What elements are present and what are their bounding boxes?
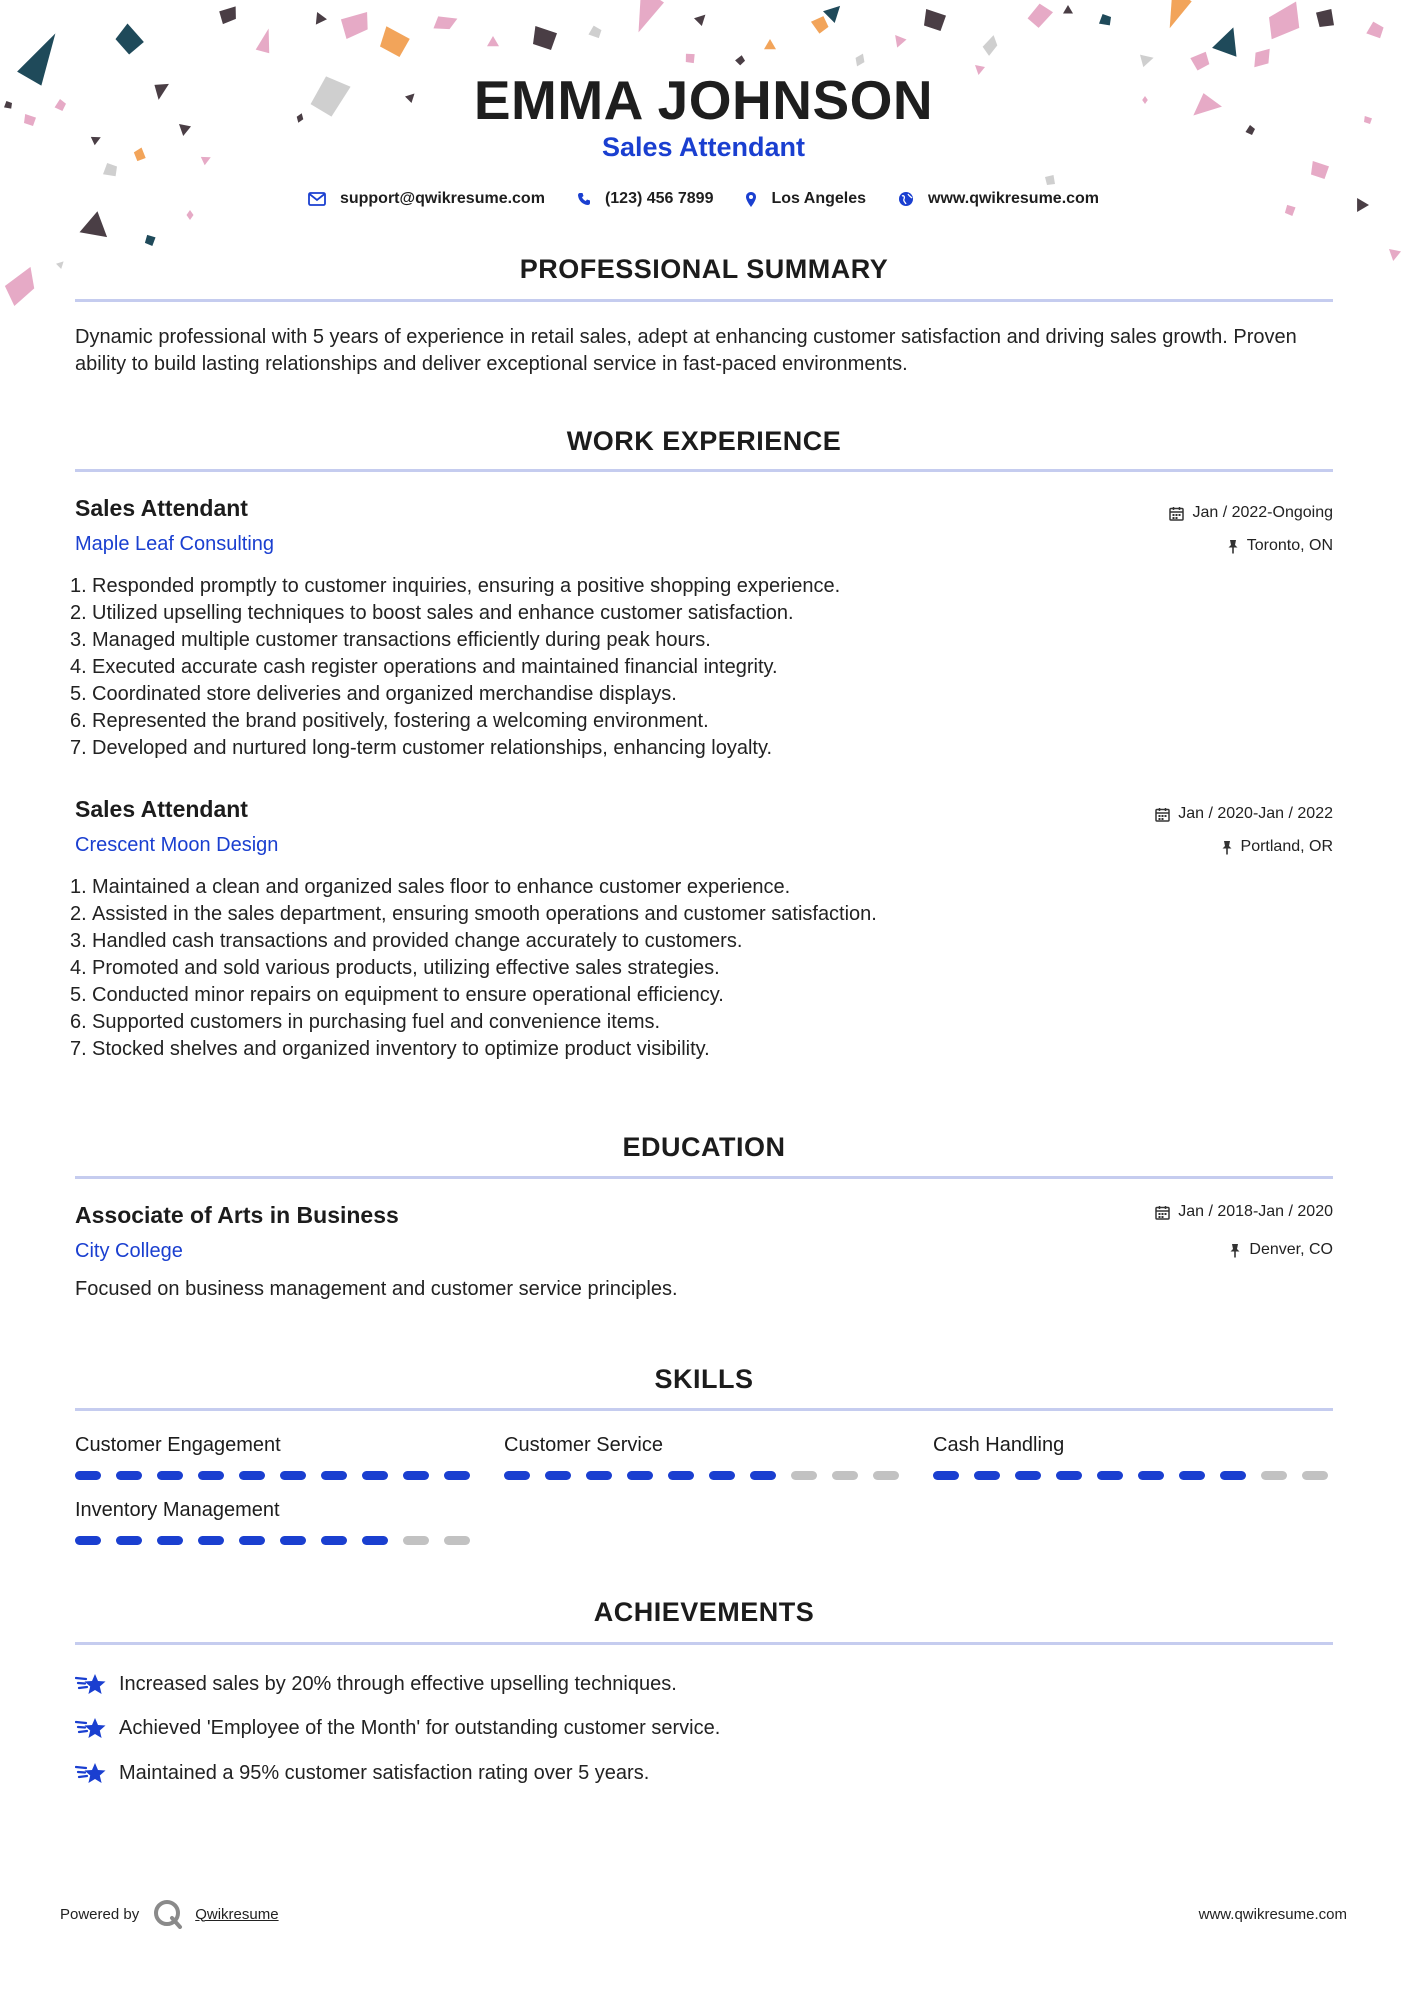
list-item: 7. Developed and nurtured long-term customer relationships, enhancing loyalty. (70, 737, 773, 759)
shooting-star-icon (75, 1759, 107, 1787)
confetti-shard (215, 1, 242, 28)
calendar-icon (1169, 506, 1184, 521)
job-responsibilities (70, 573, 1270, 762)
skill-level-segment (1015, 1471, 1041, 1480)
education-description: Focused on business management and customer service principles. (75, 1278, 678, 1300)
skill-level-segment (157, 1536, 183, 1545)
contact-email[interactable] (308, 190, 545, 208)
list-item: 2. Utilized upselling techniques to boost sales and enhance customer satisfaction. (70, 602, 794, 624)
confetti-shard (187, 210, 194, 220)
education-location-text: Denver, CO (1249, 1241, 1333, 1258)
job-title: Sales Attendant (75, 495, 248, 521)
education-heading: EDUCATION (622, 1132, 786, 1162)
education-school: City College (75, 1240, 183, 1262)
confetti-shard (1261, 0, 1310, 45)
skill-level-segment (198, 1536, 224, 1545)
skill-name: Customer Service (504, 1434, 663, 1456)
achievement-item (75, 1759, 649, 1787)
confetti-shard (533, 26, 557, 50)
skill-level-segment (239, 1536, 265, 1545)
contact-location (745, 190, 866, 208)
education-dates (1155, 1203, 1333, 1221)
skill-level-segment (832, 1471, 858, 1480)
contact-website-text: www.qwikresume.com (928, 190, 1100, 207)
skill-level-segment (1138, 1471, 1164, 1480)
confetti-shard (980, 33, 1000, 57)
list-item: 6. Supported customers in purchasing fuel and convenience items. (70, 1011, 661, 1033)
skill-level-segment (321, 1471, 347, 1480)
skill-level-segment (974, 1471, 1000, 1480)
confetti-shard (1389, 249, 1401, 261)
list-item: 5. Conducted minor repairs on equipment to ensure operational efficiency. (70, 984, 724, 1006)
confetti-shard (1316, 9, 1334, 27)
shooting-star-icon (75, 1670, 107, 1698)
confetti-shard (1212, 23, 1246, 57)
skill-level-segment (791, 1471, 817, 1480)
summary-text: Dynamic professional with 5 years of experience in retail sales, adept at enhancing customer satisfaction and driving sales growth. Proven ability to build lasting relationships and deliver exceptional service in fast-paced environments. (75, 326, 1297, 375)
candidate-name: EMMA JOHNSON (473, 69, 934, 131)
footer-powered-by (60, 1897, 279, 1931)
achievement-text: Maintained a 95% customer satisfaction rating over 5 years. (119, 1761, 650, 1784)
job-dates (1169, 504, 1333, 522)
list-item: 2. Assisted in the sales department, ensuring smooth operations and customer satisfaction. (70, 903, 877, 925)
powered-by-label: Powered by (60, 1905, 140, 1923)
confetti-shard (112, 22, 148, 58)
list-item: 5. Coordinated store deliveries and organized merchandise displays. (70, 683, 677, 705)
achievement-text: Increased sales by 20% through effective upselling techniques. (119, 1672, 677, 1695)
skill-level-segment (403, 1471, 429, 1480)
confetti-shard (1025, 1, 1054, 30)
calendar-icon (1155, 1205, 1170, 1220)
confetti-shard (764, 39, 776, 49)
confetti-shard (893, 35, 907, 49)
envelope-icon (308, 192, 326, 206)
job-location-text: Portland, OR (1240, 838, 1333, 855)
skill-level-segment (586, 1471, 612, 1480)
list-item: 3. Managed multiple customer transactions efficiently during peak hours. (70, 629, 711, 651)
confetti-shard (694, 15, 705, 26)
skill-level-segment (444, 1471, 470, 1480)
job-location (1221, 838, 1333, 856)
skill-level-segment (668, 1471, 694, 1480)
skill-level-segment (933, 1471, 959, 1480)
achievements-heading: ACHIEVEMENTS (593, 1597, 815, 1627)
skill-name: Customer Engagement (75, 1434, 281, 1456)
list-item: 1. Responded promptly to customer inquiries, ensuring a positive shopping experience. (70, 575, 841, 597)
confetti-shard (56, 261, 64, 269)
job-location (1227, 537, 1333, 555)
confetti-shard (588, 25, 602, 38)
job-dates (1155, 805, 1333, 823)
skill-level-segment (362, 1536, 388, 1545)
list-item: 6. Represented the brand positively, fostering a welcoming environment. (70, 710, 709, 732)
confetti-shard (379, 26, 411, 58)
list-item: 3. Handled cash transactions and provided change accurately to customers. (70, 930, 743, 952)
confetti-shard (809, 13, 831, 35)
confetti-shard (684, 52, 696, 64)
skill-level-segment (280, 1536, 306, 1545)
skill-level-segment (362, 1471, 388, 1480)
education-degree: Associate of Arts in Business (75, 1202, 399, 1228)
confetti-shard (312, 12, 328, 28)
skill-level-segment (1220, 1471, 1246, 1480)
skill-level-segment (403, 1536, 429, 1545)
skill-level-segment (1179, 1471, 1205, 1480)
footer-url[interactable]: www.qwikresume.com (1198, 1906, 1347, 1923)
confetti-shard (734, 54, 746, 67)
confetti-shard (103, 163, 117, 176)
skill-level-segment (545, 1471, 571, 1480)
confetti-shard (1099, 14, 1111, 25)
confetti-shard (1063, 5, 1073, 14)
job-location-text: Toronto, ON (1246, 537, 1333, 554)
education-dates-text: Jan / 2018-Jan / 2020 (1178, 1203, 1333, 1220)
pushpin-icon (1227, 539, 1239, 554)
contact-location-text: Los Angeles (771, 190, 867, 207)
footer-brand-link[interactable]: Qwikresume (195, 1905, 279, 1923)
experience-heading: WORK EXPERIENCE (566, 426, 842, 456)
job-dates-text: Jan / 2022-Ongoing (1192, 504, 1333, 521)
qwikresume-logo-icon (153, 1899, 183, 1929)
skill-level-segment (873, 1471, 899, 1480)
skill-level-segment (239, 1471, 265, 1480)
skill-level-segment (627, 1471, 653, 1480)
confetti-shard (0, 261, 43, 311)
skills-divider (75, 1408, 1333, 1411)
skill-level-segment (116, 1471, 142, 1480)
skill-level-segment (444, 1536, 470, 1545)
confetti-shard (256, 27, 276, 54)
list-item: 7. Stocked shelves and organized inventory to optimize product visibility. (70, 1038, 710, 1060)
skill-level-segment (157, 1471, 183, 1480)
contact-phone-text: (123) 456 7899 (604, 190, 714, 207)
candidate-title: Sales Attendant (601, 132, 806, 162)
location-pin-icon (745, 191, 757, 208)
skill-level-bar (75, 1471, 470, 1481)
list-item: 1. Maintained a clean and organized sales floor to enhance customer experience. (70, 876, 791, 898)
job-responsibilities (70, 874, 1270, 1063)
pushpin-icon (1221, 840, 1233, 855)
confetti-shard (924, 9, 946, 31)
skill-level-segment (1302, 1471, 1328, 1480)
pushpin-icon (1229, 1243, 1241, 1258)
skill-level-segment (1261, 1471, 1287, 1480)
achievements-divider (75, 1642, 1333, 1645)
skill-level-segment (1056, 1471, 1082, 1480)
skill-level-bar (933, 1471, 1328, 1481)
calendar-icon (1155, 807, 1170, 822)
skill-level-segment (321, 1536, 347, 1545)
confetti-shard (1311, 161, 1329, 179)
skill-level-segment (198, 1471, 224, 1480)
summary-heading: PROFESSIONAL SUMMARY (519, 254, 889, 284)
skill-level-segment (750, 1471, 776, 1480)
confetti-shard (853, 52, 868, 69)
skills-heading: SKILLS (654, 1364, 754, 1394)
skill-level-bar (75, 1536, 470, 1546)
achievement-item (75, 1714, 720, 1742)
confetti-shard (1162, 0, 1193, 32)
skill-level-segment (280, 1471, 306, 1480)
confetti-shard (1135, 51, 1153, 69)
contact-email-text: support@qwikresume.com (339, 190, 545, 207)
job-dates-text: Jan / 2020-Jan / 2022 (1178, 805, 1333, 822)
summary-divider (75, 299, 1333, 302)
confetti-shard (80, 209, 112, 237)
globe-icon (898, 191, 914, 207)
phone-icon (577, 192, 591, 206)
skill-name: Cash Handling (933, 1434, 1065, 1456)
achievement-item (75, 1670, 677, 1698)
education-divider (75, 1176, 1333, 1179)
skill-level-segment (1097, 1471, 1123, 1480)
confetti-shard (487, 36, 499, 46)
confetti-shard (630, 0, 667, 37)
achievement-text: Achieved 'Employee of the Month' for outstanding customer service. (119, 1716, 721, 1739)
skill-level-segment (116, 1536, 142, 1545)
confetti-shard (431, 12, 460, 33)
contact-website[interactable] (898, 190, 1099, 208)
skill-level-bar (504, 1471, 899, 1481)
job-company: Crescent Moon Design (75, 834, 279, 856)
list-item: 4. Promoted and sold various products, utilizing effective sales strategies. (70, 957, 720, 979)
skill-level-segment (75, 1536, 101, 1545)
experience-divider (75, 469, 1333, 472)
contact-phone[interactable] (577, 190, 714, 208)
education-location (1229, 1241, 1333, 1259)
shooting-star-icon (75, 1714, 107, 1742)
skill-level-segment (709, 1471, 735, 1480)
skill-name: Inventory Management (75, 1499, 280, 1521)
confetti-shard (143, 233, 157, 247)
confetti-shard (1045, 175, 1055, 185)
contact-row (0, 187, 1407, 211)
confetti-shard (337, 6, 375, 41)
job-title: Sales Attendant (75, 796, 248, 822)
skill-level-segment (504, 1471, 530, 1480)
skill-level-segment (75, 1471, 101, 1480)
confetti-shard (823, 6, 840, 23)
confetti-shard (1366, 21, 1384, 39)
job-company: Maple Leaf Consulting (75, 533, 275, 555)
list-item: 4. Executed accurate cash register operations and maintained financial integrity. (70, 656, 778, 678)
